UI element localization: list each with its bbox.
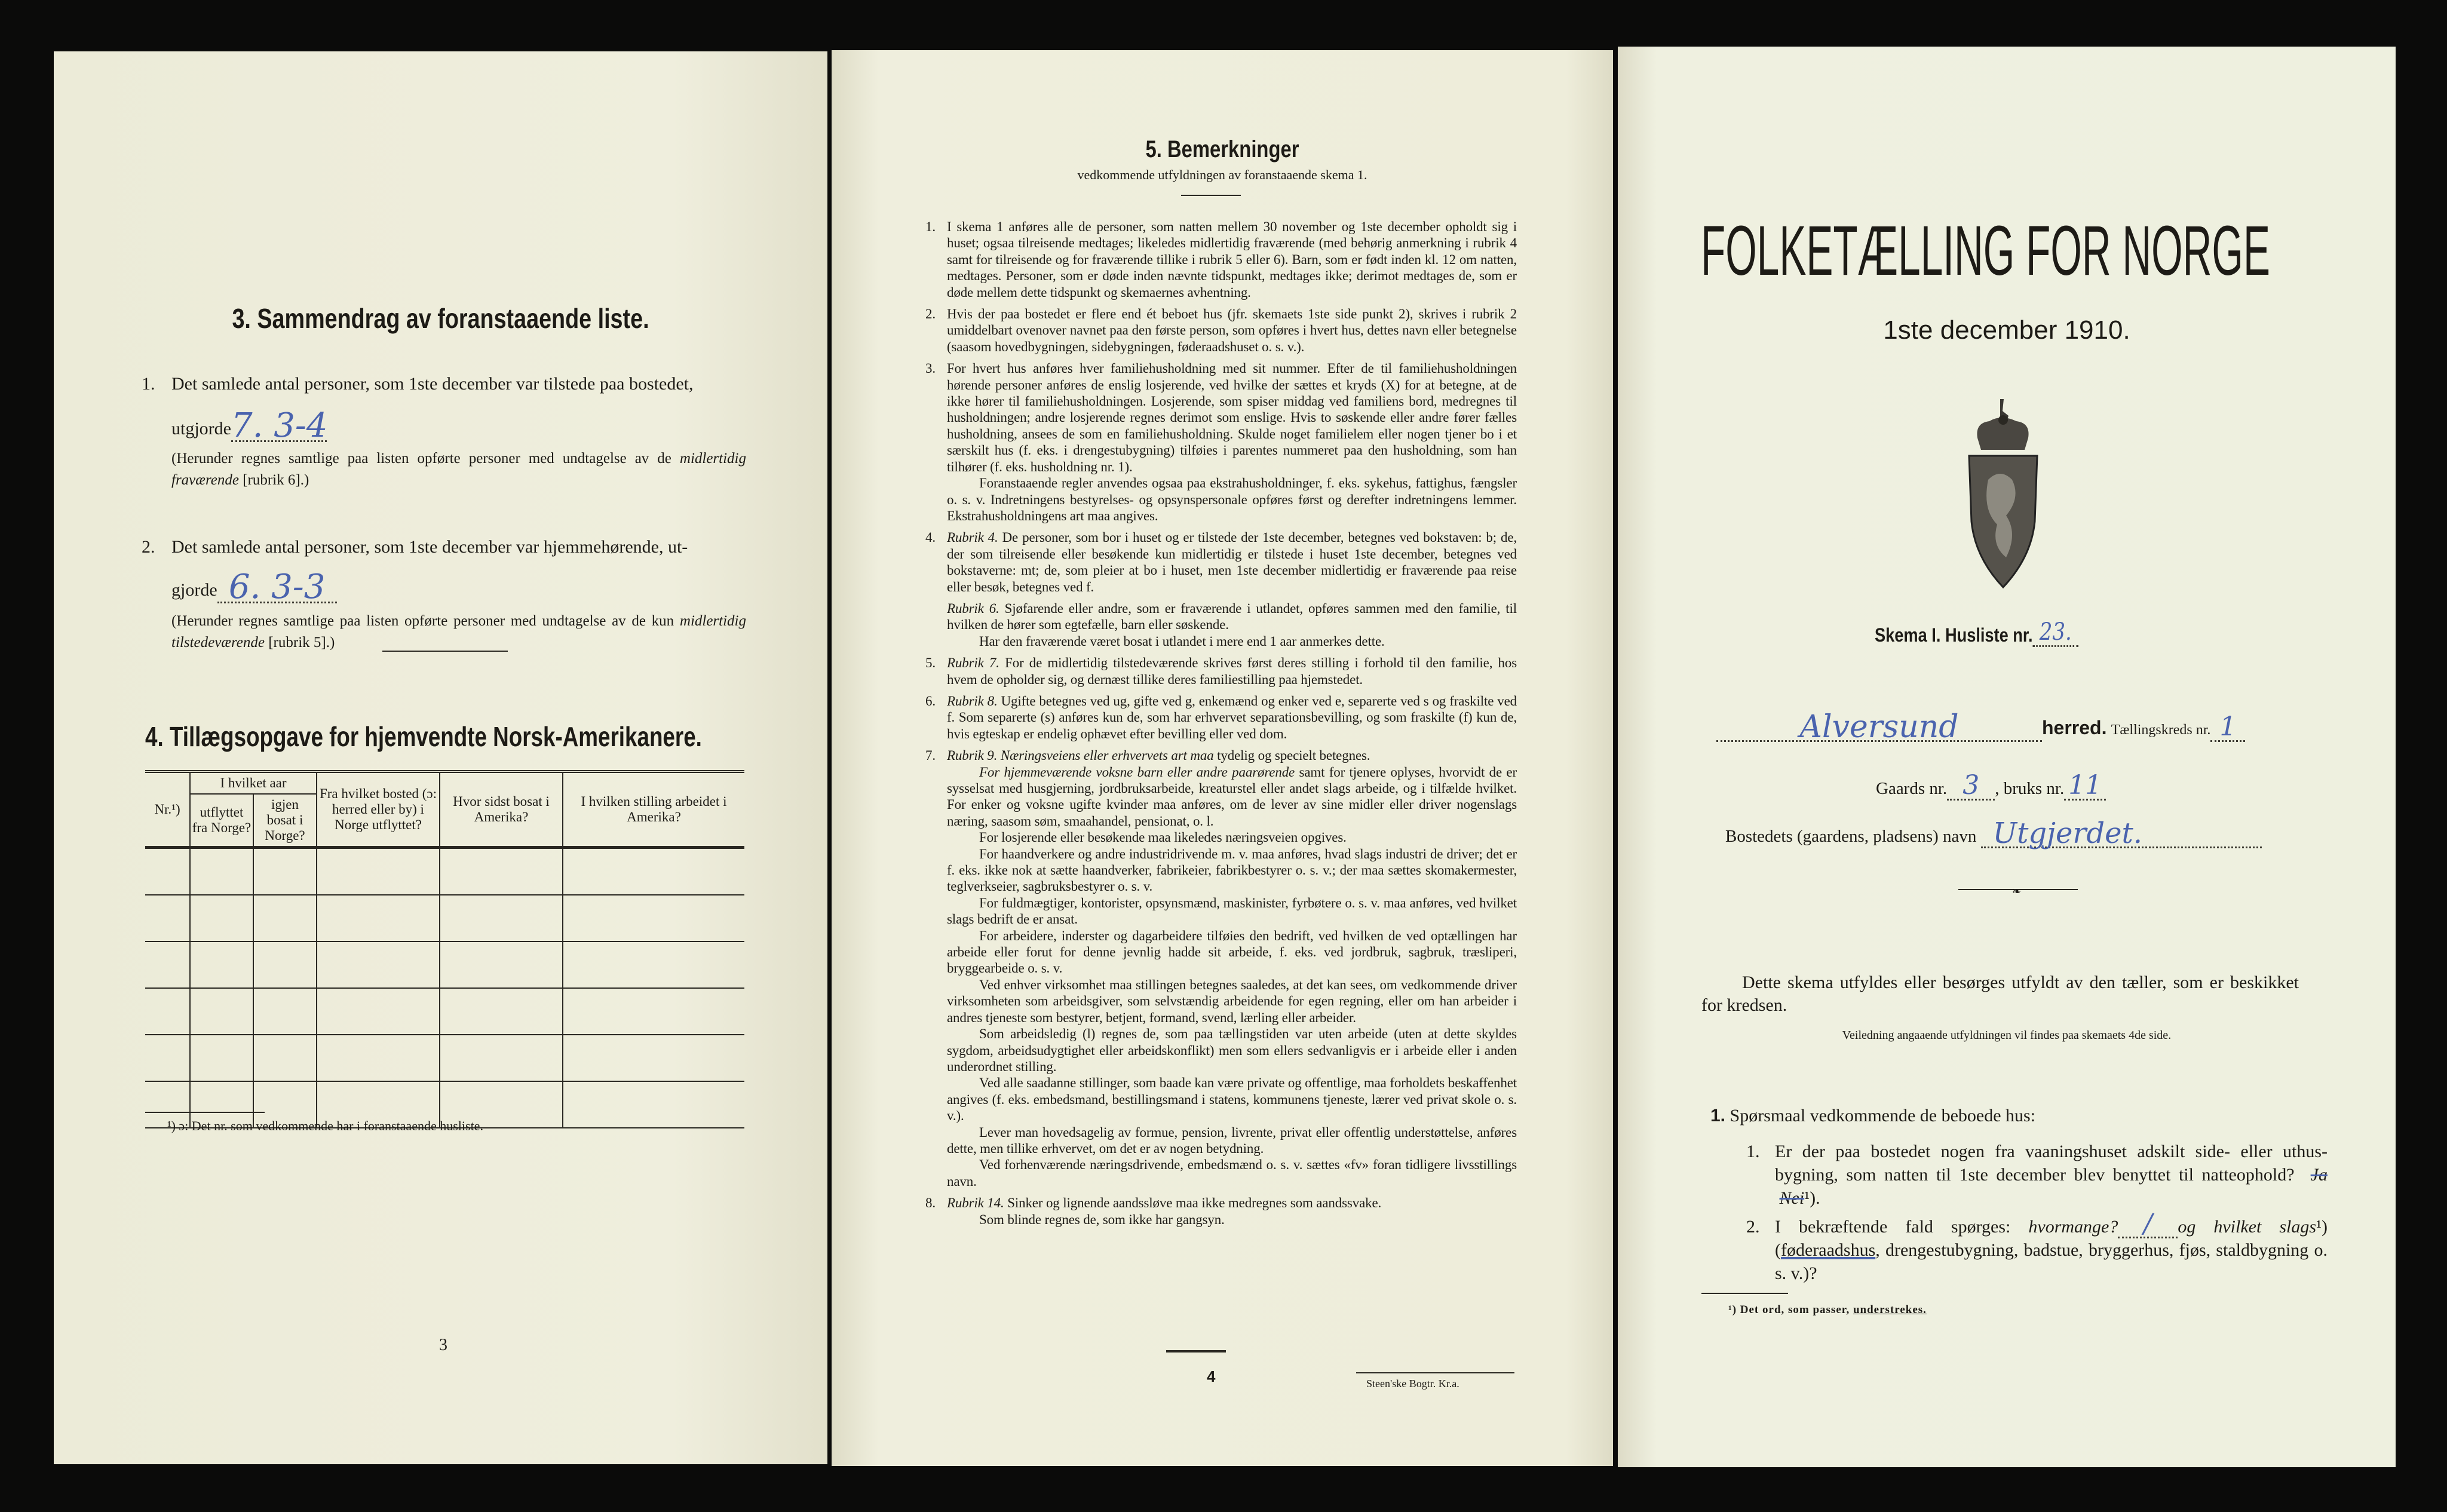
remark-number: 3. [925, 361, 936, 376]
table-footnote: ¹) ɔ: Det nr. som vedkommende har i foranstaaende husliste. [167, 1118, 483, 1133]
remark-paragraph [947, 600, 1517, 633]
table-cell[interactable] [563, 1081, 744, 1128]
table-cell[interactable] [317, 988, 440, 1035]
divider [1181, 195, 1241, 196]
census-title [1701, 220, 2270, 280]
table-cell[interactable] [190, 895, 253, 941]
table-cell[interactable] [253, 1035, 317, 1081]
resident-count-line [171, 568, 746, 606]
bruks-label: bruks nr. [2003, 779, 2065, 798]
remark-paragraph [947, 1075, 1517, 1124]
gaards-line: Gaards nr. 3 , bruks nr. 11 [1876, 777, 2106, 801]
note-text: [rubrik 6].) [238, 472, 309, 488]
note-text: (Herunder regnes samtlige paa listen opførte personer med undtagelse av de kun [171, 613, 680, 629]
table-cell[interactable] [253, 941, 317, 988]
remark-lead: Rubrik 14. [947, 1195, 1004, 1211]
remark-paragraph [947, 764, 1517, 830]
table-cell[interactable] [563, 941, 744, 988]
gjorde-label: gjorde [171, 580, 217, 600]
table-cell[interactable] [563, 1035, 744, 1081]
remark-text: De personer, som bor i huset og er tilstede der 1ste december, betegnes ved bokstaven: b; de, der som tilreisende eller besøkende kun midlertidig er tilstede i huset 1ste december, betegnes ved bokstaverne: mt; de, som pleier at bo i huset, men 1ste december midlertidig er fraværende paa reise eller besøk, betegnes ved f. [947, 530, 1517, 594]
bosted-value[interactable]: Utgjerdet. [1992, 817, 2143, 850]
remark-paragraph [947, 977, 1517, 1026]
remark-lead: For hjemmeværende voksne barn eller andre paarørende [979, 764, 1295, 780]
norsk-amerikanere-table [145, 770, 744, 1128]
col-utflyttet: utflyttet fra Norge? [190, 794, 253, 848]
col-bosted: Fra hvilket bosted (ɔ: herred eller by) i Norge utflyttet? [317, 772, 440, 848]
skema-label: Skema I. Husliste nr. [1875, 624, 2033, 646]
table-cell[interactable] [317, 1035, 440, 1081]
cover-footnote [1728, 1298, 1927, 1322]
item-number: 2. [142, 537, 155, 557]
remark-item [925, 306, 1517, 355]
herred-value[interactable]: Alversund [1799, 709, 1959, 745]
remark-text: For losjerende eller besøkende maa likeledes næringsveien opgives. [979, 830, 1347, 845]
remark-number: 8. [925, 1195, 936, 1211]
table-cell[interactable] [253, 988, 317, 1035]
remark-text: For arbeidere, inderster og dagarbeidere tilføies den bedrift, ved hvilken de ved optællingen har arbeide eller forut for denne jevnlig hadde sit arbeide, f. eks. ved jordbruk, sagbruk, træsliperi, bryggearbeide o. s. v. [947, 928, 1517, 976]
remark-text: Ved enhver virksomhet maa stillingen betegnes saaledes, at det kan sees, om vedkommende driver virksomheten som arbeidsgiver, som selvstændig arbeidende for egen regning, eller om han arbeider i andres tjeneste som bestyrer, betjent, formand, svend, lærling eller arbeider. [947, 977, 1517, 1025]
table-cell[interactable] [440, 941, 563, 988]
remark-lead: Rubrik 8. [947, 693, 998, 709]
gaards-value[interactable]: 3 [1962, 770, 1980, 801]
item-text: Det samlede antal personer, som 1ste december var tilstede paa bostedet, [171, 374, 694, 394]
questions-heading [1710, 1104, 2035, 1128]
summary-note-2 [171, 611, 746, 654]
page-3 [54, 51, 827, 1464]
table-cell[interactable] [440, 895, 563, 941]
table-cell[interactable] [145, 848, 190, 895]
question-text: ¹) ( [1775, 1217, 2328, 1260]
col-stilling: I hvilken stilling arbeidet i Amerika? [563, 772, 744, 848]
remark-text: Ugifte betegnes ved ug, gifte ved g, enkemænd og enker ved e, separerte ved s og fraskilte ved f. Som separerte (s) anføres kun de, som har erhvervet separationsbevilling, og som fraskilte (f) kun de, hvis egteskap er endelig ophævet efter bevilling eller ved dom. [947, 693, 1517, 741]
question-1 [1746, 1140, 2328, 1210]
footnote-rule [1701, 1293, 1788, 1294]
remark-item [925, 529, 1517, 649]
question-2 [1746, 1209, 2328, 1285]
remark-paragraph [947, 1195, 1517, 1211]
table-cell[interactable] [253, 895, 317, 941]
remark-text: For de midlertidig tilstedeværende skrives først deres stilling i forhold til den familie, hos hvem de opholder sig, og dernæst tillike deres familiestilling paa hjemstedet. [947, 655, 1517, 687]
remark-paragraph [947, 846, 1517, 895]
remark-paragraph [947, 633, 1517, 649]
table-cell[interactable] [253, 848, 317, 895]
remarks-title: 5. Bemerkninger [1145, 136, 1299, 162]
remark-number: 6. [925, 693, 936, 709]
underlined-answer[interactable]: føderaadshus [1781, 1240, 1876, 1260]
bosted-label: Bostedets (gaardens, pladsens) navn [1725, 827, 1977, 846]
utgjorde-label: utgjorde [171, 419, 231, 438]
remark-text: For hvert hus anføres hver familiehusholdning med sit nummer. Efter de til familiehusholdningen hørende personer anføres de enslig losjerende, ved hvilke der sættes et kryds (X) for at betegne, at de ikke hører til familiehusholdningen. Losjerende, som spiser middag ved familiens bord, medregnes til husholdningen; andre losjerende regnes derimot som enslige. Hvis to søskende eller andre fører fælles husholdning, ansees de som en familiehusholdning. Skulde noget familielem eller nogen tjener bo i et særskilt hus (f. eks. i drengestubygning) tilføies i parentes nummeret paa den husholdning, som han tilhører (f. eks. husholdning nr. 1). [947, 361, 1517, 474]
footnote-ref: ¹). [1804, 1188, 1820, 1208]
table-cell[interactable] [440, 848, 563, 895]
remark-paragraph [947, 829, 1517, 845]
summary-item-1 [142, 371, 746, 397]
remark-paragraph [947, 928, 1517, 977]
table-cell[interactable] [440, 1035, 563, 1081]
footnote-rule [145, 1112, 265, 1113]
section4-title: 4. Tillægsopgave for hjemvendte Norsk-Amerikanere. [145, 721, 702, 752]
question-text: , drengestubygning, badstue, bryggerhus, fjøs, staldbygning o. s. v.)? [1775, 1240, 2328, 1283]
printer-imprint: Steen'ske Bogtr. Kr.a. [1366, 1378, 1459, 1390]
note-text: [rubrik 5].) [264, 634, 335, 651]
page-number: 4 [1207, 1367, 1216, 1385]
footnote-underlined: understrekes. [1853, 1304, 1927, 1316]
question-text: I bekræftende fald spørges: [1775, 1217, 2029, 1237]
summary-item-2 [142, 534, 746, 560]
remark-number: 2. [925, 306, 936, 322]
remarks-subtitle: vedkommende utfyldningen av foranstaaende skema 1. [1077, 167, 1367, 182]
remark-paragraph [947, 306, 1517, 355]
table-cell[interactable] [145, 988, 190, 1035]
divider [382, 651, 508, 652]
table-cell[interactable] [145, 895, 190, 941]
remark-paragraph [947, 529, 1517, 595]
remark-paragraph [947, 895, 1517, 928]
remark-number: 7. [925, 748, 936, 763]
table-row [145, 1035, 744, 1081]
remark-item [925, 1195, 1517, 1228]
remark-text: Har den fraværende været bosat i utlandet i mere end 1 aar anmerkes dette. [979, 633, 1385, 649]
remark-text: For fuldmægtiger, kontorister, opsynsmænd, maskinister, fyrbøtere o. s. v. maa anføres, ved hvilket slags bedrift de er ansat. [947, 895, 1517, 927]
table-row [145, 988, 744, 1035]
remark-lead: Rubrik 9. Næringsveiens eller erhvervets art maa [947, 748, 1214, 763]
remark-text: Som blinde regnes de, som ikke har gangsyn. [979, 1212, 1225, 1227]
table-cell[interactable] [190, 988, 253, 1035]
kreds-label: Tællingskreds nr. [2111, 722, 2211, 738]
col-sidst: Hvor sidst bosat i Amerika? [440, 772, 563, 848]
remark-paragraph [947, 747, 1517, 763]
table-row [145, 895, 744, 941]
table-cell[interactable] [190, 941, 253, 988]
remark-text: Sjøfarende eller andre, som er fraværende i utlandet, opføres sammen med den familie, til hvilken de hører som egtefælle, barn eller søskende. [947, 600, 1517, 633]
remark-text: Foranstaaende regler anvendes ogsaa paa ekstrahusholdninger, f. eks. sykehus, fattighus, fængsler o. s. v. Indretningens bestyrelses- og opsynspersonale opføres først og derefter indretningens lemmer. Ekstrahusholdningens art maa angives. [947, 476, 1517, 523]
remark-number: 5. [925, 655, 936, 671]
remark-text: samt for tjenere oplyses, hvorvidt de er sysselsat med husgjerning, jordbruksarbeide, kreaturstel eller andet slags arbeide, og i tilfælde hvilket. For enker og voksne ugifte kvinder maa anføres, om de lever av sine midler eller driver nogenslags næring, saasom søm, smaahandel, pensionat, o. l. [947, 764, 1517, 829]
question-emphasis: hvormange? [2028, 1217, 2118, 1237]
table-cell[interactable] [317, 941, 440, 988]
remark-text: For haandverkere og andre industridrivende m. v. maa anføres, hvad slags industri de driver; det er f. eks. ikke nok at sætte haandverker, fabrikeier, fabrikbestyrer o. s. v.; der maa sættes skomakermester, teglverkseier, sagbruksbestyrer o. s. v. [947, 846, 1517, 894]
herred-line [1716, 709, 2290, 745]
remark-lead: Rubrik 7. [947, 655, 999, 671]
cover-page [1618, 47, 2396, 1467]
intro-text: Dette skema utfyldes eller besørges utfyldt av den tæller, som er beskikket for kredsen. [1701, 973, 2299, 1015]
item-number: 1. [142, 374, 155, 394]
page-4 [832, 50, 1613, 1466]
resident-count-value: 6. 3-3 [228, 568, 326, 606]
hvormange-value[interactable]: / [2143, 1209, 2152, 1239]
note-emphasis: midlertidig tilstedeværende [171, 613, 746, 651]
bruks-value[interactable]: 11 [2068, 770, 2102, 801]
summary-note-1 [171, 448, 746, 491]
gaards-label: Gaards nr. [1876, 779, 1948, 798]
remark-paragraph [947, 1026, 1517, 1075]
table-cell[interactable] [563, 848, 744, 895]
section-number: 1. [1710, 1106, 1726, 1125]
question-number: 2. [1746, 1217, 1760, 1237]
question-number: 1. [1746, 1142, 1760, 1161]
col-nr: Nr.¹) [154, 802, 180, 817]
table-row [145, 941, 744, 988]
note-emphasis: midlertidig fraværende [171, 450, 746, 488]
remark-item [925, 360, 1517, 524]
printer-rule [1356, 1372, 1514, 1373]
table-row [145, 848, 744, 895]
question-emphasis: og hvilket slags [2178, 1217, 2317, 1237]
skema-husliste [1875, 618, 2078, 647]
husliste-nr[interactable]: 23. [2039, 618, 2072, 646]
remark-paragraph [947, 1157, 1517, 1189]
answer-ja[interactable]: Ja [2310, 1165, 2328, 1185]
census-date: 1ste december 1910. [1883, 315, 2130, 345]
remark-text: Ved forhenværende næringsdrivende, embedsmænd o. s. v. sættes «fv» foran tidligere livsstillings navn. [947, 1157, 1517, 1189]
footnote-text: ¹) Det ord, som passer, [1728, 1304, 1853, 1316]
remark-text: Som arbeidsledig (l) regnes de, som paa tællingstiden var uten arbeide (uten at dette skyldes sygdom, arbeidsudygtighet eller arbeidskonflikt) men som ellers sedvanligvis er i arbeide eller i anden underordnet stilling. [947, 1026, 1517, 1074]
remark-paragraph [947, 655, 1517, 688]
question-text: Er der paa bostedet nogen fra vaaningshuset adskilt side- eller uthus-bygning, som natten til 1ste december blev benyttet til natteophold? [1775, 1142, 2328, 1185]
remarks-list [925, 219, 1517, 1233]
census-title-text: FOLKETÆLLING FOR NORGE [1701, 220, 2270, 280]
remark-item [925, 747, 1517, 1189]
remark-paragraph [947, 219, 1517, 300]
herred-label: herred. [2042, 717, 2107, 738]
remark-item [925, 693, 1517, 742]
table-cell[interactable] [563, 895, 744, 941]
remark-lead: Rubrik 4. [947, 530, 998, 545]
col-group-year: I hvilket aar [190, 772, 317, 795]
remark-text: Sinker og lignende aandssløve maa ikke medregnes som aandssvake. [1004, 1195, 1382, 1211]
remark-paragraph [947, 1124, 1517, 1157]
table-cell[interactable] [563, 988, 744, 1035]
section3-title: 3. Sammendrag av foranstaaende liste. [232, 303, 649, 334]
table-cell[interactable] [190, 848, 253, 895]
guidance-text: Veiledning angaaende utfyldningen vil findes paa skemaets 4de side. [1842, 1029, 2172, 1042]
section-title: Spørsmaal vedkommende de beboede hus: [1730, 1106, 2036, 1125]
remark-lead: Rubrik 6. [947, 600, 999, 616]
table-cell[interactable] [190, 1035, 253, 1081]
remark-text: I skema 1 anføres alle de personer, som natten mellem 30 november og 1ste december opholdt sig i huset; ogsaa tilreisende medtages; likeledes midlertidig fraværende (med behørig anmerkning i rubrik 4 samt for tilreisende og for fraværende tillike i rubrik 5 eller 6). Barn, som er født inden kl. 12 om natten, medtages. Personer, som er døde inden nævnte tidspunkt, medtages ikke; derimot medtages de, som er døde mellem dette tidspunkt og skemaernes avhentning. [947, 219, 1517, 300]
table-cell[interactable] [317, 848, 440, 895]
remark-number: 4. [925, 530, 936, 545]
remark-number: 1. [925, 219, 936, 234]
remark-text: Ved alle saadanne stillinger, som baade kan være private og offentlige, maa forholdets beskaffenhet angives (f. eks. embedsmand, bestillingsmand i statens, kommunens tjeneste, lærer ved privat skole o. s. v.). [947, 1075, 1517, 1124]
ornament-icon: ❧ [2012, 885, 2022, 897]
remark-paragraph [947, 360, 1517, 475]
bosted-line [1725, 817, 2262, 850]
remark-paragraph [947, 1212, 1517, 1228]
table-cell[interactable] [317, 895, 440, 941]
note-text: (Herunder regnes samtlige paa listen opførte personer med undtagelse av de [171, 450, 680, 467]
remark-paragraph [947, 693, 1517, 742]
page-number: 3 [439, 1336, 447, 1354]
remark-paragraph [947, 475, 1517, 524]
kreds-value[interactable]: 1 [2219, 711, 2237, 742]
divider [1166, 1350, 1226, 1352]
remark-item [925, 219, 1517, 300]
answer-nei[interactable]: Nei [1779, 1188, 1805, 1208]
item-text: Det samlede antal personer, som 1ste december var hjemmehørende, ut- [171, 537, 688, 557]
table-cell[interactable] [440, 988, 563, 1035]
table-cell[interactable] [145, 1035, 190, 1081]
col-igjen: igjen bosat i Norge? [253, 794, 317, 848]
coat-of-arms-emblem [1964, 396, 2042, 590]
remark-text: Hvis der paa bostedet er flere end ét beboet hus (jfr. skemaets 1ste side punkt 2), skrives i rubrik 2 umiddelbart ovenover navnet paa den første person, som opføres i hvert hus, dettes navn eller betegnelse (saasom hovedbygningen, sidebygningen, føderaadshuset o. s. v.). [947, 306, 1517, 354]
remark-item [925, 655, 1517, 688]
present-count-line [171, 406, 746, 445]
table-cell[interactable] [145, 941, 190, 988]
remark-text: Lever man hovedsagelig av formue, pension, livrente, privat eller offentlig understøttelse, anføres dette, men tillike erhvervet, om det er av nogen betydning. [947, 1124, 1517, 1156]
remark-text: tydelig og specielt betegnes. [1213, 748, 1370, 763]
present-count-value: 7. 3-4 [231, 406, 328, 445]
